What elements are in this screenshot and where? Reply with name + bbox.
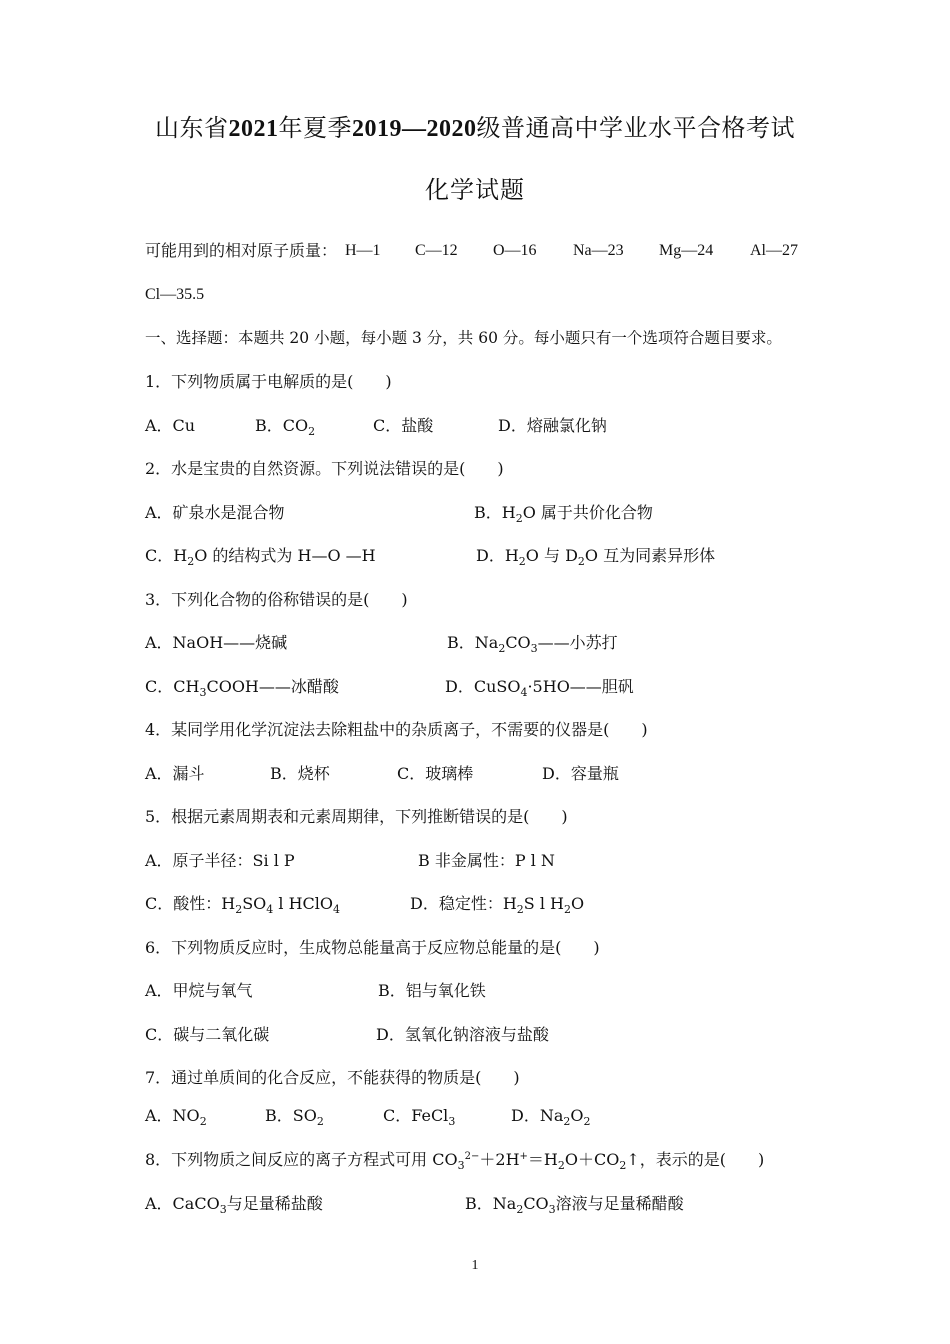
option-text: O 与 D	[525, 546, 578, 565]
option-c	[383, 1106, 455, 1126]
atomic-mass-item: Al—27	[750, 242, 798, 259]
option-c: C．盐酸	[373, 416, 434, 435]
subscript: 2	[308, 425, 316, 438]
option-text: CO	[523, 1194, 549, 1213]
subscript: 3	[457, 1159, 465, 1172]
question-stem: 3．下列化合物的俗称错误的是( )	[145, 590, 408, 609]
option-d: D．容量瓶	[542, 764, 619, 783]
subscript: 3	[530, 642, 538, 655]
option-d	[410, 894, 584, 914]
option-a: A．漏斗	[145, 764, 205, 783]
option-b	[474, 503, 653, 523]
option-text: B．Na	[447, 633, 499, 652]
title-part: 级普通高中学业水平合格考试	[476, 114, 795, 142]
option-text: A．CaCO	[145, 1194, 220, 1213]
subscript: 4	[266, 903, 274, 916]
option-d: D．氢氧化钠溶液与盐酸	[376, 1025, 549, 1044]
stem-text: ＝H	[527, 1150, 558, 1169]
atomic-mass-item: O—16	[493, 242, 537, 259]
option-text: l HClO	[273, 894, 333, 913]
option-text: B．H	[474, 503, 516, 522]
option-text: O	[571, 894, 585, 913]
option-b: B 非金属性：P l N	[418, 851, 555, 870]
option-text: C．FeCl	[383, 1106, 449, 1125]
option-a	[145, 1194, 323, 1214]
option-text: B．SO	[265, 1106, 317, 1125]
option-text: 与足量稀盐酸	[226, 1194, 323, 1213]
option-c: C．玻璃棒	[397, 764, 474, 783]
option-text: C．酸性：H	[145, 894, 236, 913]
subscript: 3	[199, 686, 207, 699]
option-c: C．碳与二氧化碳	[145, 1025, 270, 1044]
option-b: B．铝与氧化铁	[378, 981, 486, 1000]
option-text: B．CO	[255, 416, 309, 435]
option-text: O 的结构式为 H—O —H	[194, 546, 376, 565]
subscript: 2	[187, 555, 195, 568]
option-c	[145, 894, 340, 914]
question-stem: 4．某同学用化学沉淀法去除粗盐中的杂质离子，不需要的仪器是( )	[145, 720, 648, 739]
stem-text: ↑，表示的是( )	[626, 1150, 765, 1169]
question-stem	[145, 1150, 764, 1170]
subscript: 2	[516, 1203, 524, 1216]
option-text: C．H	[145, 546, 188, 565]
option-d	[476, 546, 715, 566]
subscript: 2	[516, 903, 524, 916]
atomic-mass-item: H—1	[345, 242, 381, 259]
subscript: 2	[564, 903, 571, 916]
subscript: 2	[199, 1115, 207, 1128]
option-d	[511, 1106, 591, 1126]
atomic-mass-label: 可能用到的相对原子质量：	[145, 241, 338, 260]
subscript: 4	[333, 903, 340, 916]
superscript: 2−	[464, 1151, 480, 1162]
option-text: ——小苏打	[537, 633, 618, 652]
exam-subtitle: 化学试题	[425, 176, 525, 204]
subscript: 2	[515, 512, 523, 525]
option-text: D．CuSO	[445, 677, 521, 696]
title-grade-range: 2019—2020	[352, 116, 477, 142]
question-stem: 1．下列物质属于电解质的是( )	[145, 372, 392, 391]
title-part: 年夏季	[278, 114, 352, 142]
subscript: 2	[563, 1115, 571, 1128]
subscript: 2	[498, 642, 506, 655]
option-text: O 互为同素异形体	[584, 546, 716, 565]
exam-title	[0, 108, 950, 143]
option-a: A．Cu	[145, 416, 196, 435]
option-a: A．甲烷与氧气	[145, 981, 253, 1000]
page-number: 1	[471, 1258, 479, 1273]
subscript: 2	[557, 1159, 565, 1172]
option-a: A．NaOH——烧碱	[145, 633, 288, 652]
option-text: O	[570, 1106, 584, 1125]
option-text: D．Na	[511, 1106, 564, 1125]
option-text: CO	[505, 633, 531, 652]
subscript: 2	[583, 1115, 591, 1128]
option-text: B．Na	[465, 1194, 517, 1213]
option-c	[145, 677, 339, 697]
question-stem: 6．下列物质反应时，生成物总能量高于反应物总能量的是( )	[145, 938, 600, 957]
title-year: 2021	[228, 116, 279, 142]
option-a: A．矿泉水是混合物	[145, 503, 285, 522]
subscript: 2	[316, 1115, 324, 1128]
atomic-mass-item: Mg—24	[659, 242, 714, 259]
stem-text: ＋2H	[479, 1150, 520, 1169]
option-d: D．熔融氯化钠	[498, 416, 607, 435]
option-text: SO	[242, 894, 267, 913]
option-text: 溶液与足量稀醋酸	[555, 1194, 684, 1213]
option-text: D．稳定性：H	[410, 894, 517, 913]
option-b	[465, 1194, 684, 1214]
option-text: D．H	[476, 546, 519, 565]
superscript: +	[519, 1151, 528, 1162]
subscript: 2	[577, 555, 585, 568]
subscript: 2	[235, 903, 243, 916]
subscript: 2	[518, 555, 526, 568]
option-a	[145, 1106, 207, 1126]
option-text: O 属于共价化合物	[522, 503, 653, 522]
atomic-mass-item: Cl—35.5	[145, 286, 205, 303]
option-text: ·5HO——胆矾	[527, 677, 634, 696]
stem-text: O＋CO	[564, 1150, 620, 1169]
option-b	[447, 633, 618, 653]
option-d	[445, 677, 634, 697]
option-c	[145, 546, 376, 566]
question-stem: 2．水是宝贵的自然资源。下列说法错误的是( )	[145, 459, 504, 478]
option-b	[265, 1106, 324, 1126]
stem-text: 8．下列物质之间反应的离子方程式可用 CO	[145, 1150, 458, 1169]
section-heading: 一、选择题：本题共 20 小题，每小题 3 分，共 60 分。每小题只有一个选项符合题目要求。	[145, 329, 782, 347]
option-a: A．原子半径：Si l P	[145, 851, 295, 870]
atomic-mass-item: Na—23	[573, 242, 624, 259]
option-text: C．CH	[145, 677, 200, 696]
subscript: 3	[548, 1203, 556, 1216]
atomic-mass-item: C—12	[415, 242, 458, 259]
option-b	[255, 416, 315, 436]
option-b: B．烧杯	[270, 764, 330, 783]
option-text: COOH——冰醋酸	[206, 677, 339, 696]
subscript: 3	[219, 1203, 227, 1216]
option-text: S l H	[523, 894, 564, 913]
subscript: 2	[619, 1159, 627, 1172]
subscript: 4	[520, 686, 528, 699]
subscript: 3	[448, 1115, 456, 1128]
option-text: A．NO	[145, 1106, 200, 1125]
question-stem: 5．根据元素周期表和元素周期律，下列推断错误的是( )	[145, 807, 568, 826]
question-stem: 7．通过单质间的化合反应，不能获得的物质是( )	[145, 1068, 520, 1087]
title-part: 山东省	[155, 114, 229, 142]
